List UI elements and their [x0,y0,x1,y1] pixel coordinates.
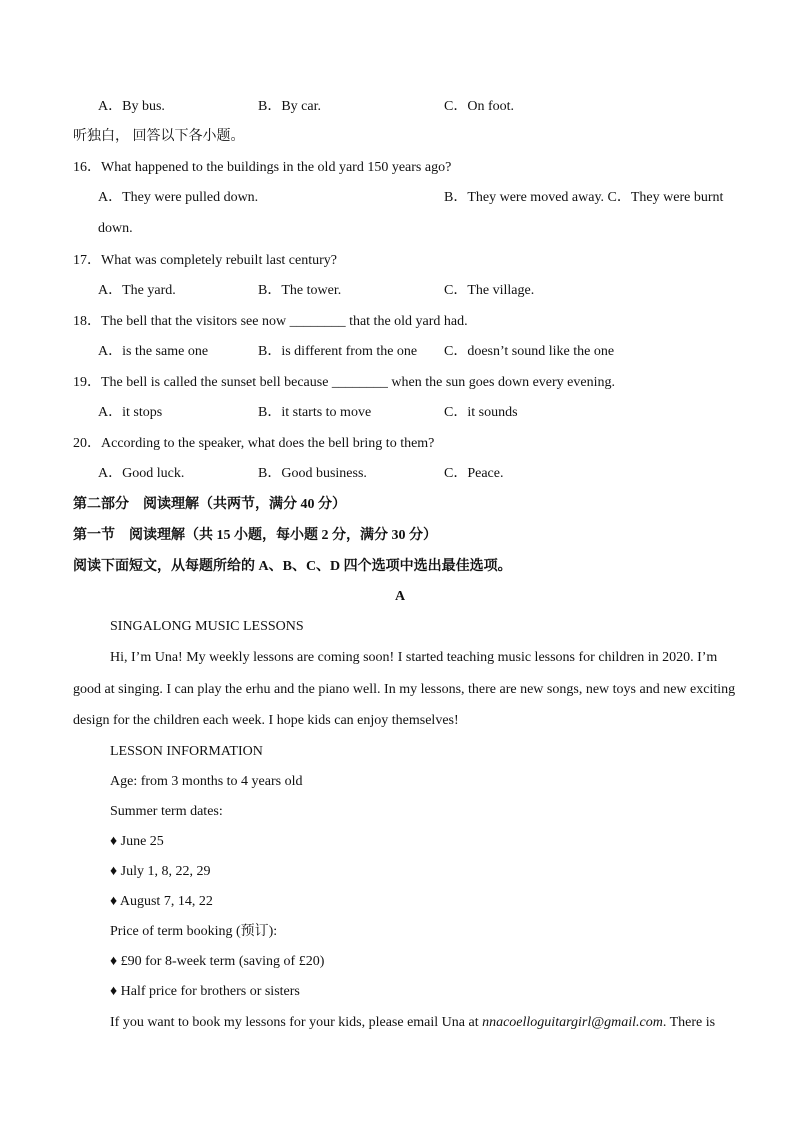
reading-instructions: 阅读下面短文，从每题所给的 A、B、C、D 四个选项中选出最佳选项。 [73,559,512,574]
monologue-intro: 听独白， 回答以下各小题。 [73,129,245,144]
passage-paragraph-line-1: Hi, I’m Una! My weekly lessons are coming soon! I started teaching music lessons for children in 2020. I’m [110,650,718,665]
q20-stem: 20．According to the speaker, what does the bell bring to them? [73,436,435,451]
q18-option-c: C．doesn’t sound like the one [444,344,615,359]
lesson-age: Age: from 3 months to 4 years old [110,774,303,789]
date-item-june: ♦ June 25 [110,834,164,849]
booking-text-suffix: . There is [662,1015,716,1030]
booking-line [110,1014,715,1032]
q17-option-a: A．The yard. [98,283,176,298]
passage-title: SINGALONG MUSIC LESSONS [110,619,304,634]
part2-heading: 第二部分 阅读理解（共两节，满分 40 分） [73,497,346,512]
price-heading: Price of term booking (预订): [110,924,278,939]
q16-stem: 16．What happened to the buildings in the old yard 150 years ago? [73,160,452,175]
q19-option-b: B．it starts to move [258,405,372,420]
q16-option-c-continued: down. [98,221,133,236]
q20-option-c: C．Peace. [444,466,504,481]
booking-text: If you want to book my lessons for your kids, please email Una at [110,1015,483,1030]
q18-option-a: A．is the same one [98,344,209,359]
passage-paragraph-line-3: design for the children each week. I hope kids can enjoy themselves! [73,713,459,728]
q19-stem: 19．The bell is called the sunset bell because ________ when the sun goes down every evening. [73,375,615,390]
q17-option-c: C．The village. [444,283,535,298]
q15-option-c: C．On foot. [444,99,514,114]
q17-stem: 17．What was completely rebuilt last century? [73,253,337,268]
summer-dates-heading: Summer term dates: [110,804,223,819]
email-address: nnacoelloguitargirl@gmail.com [482,1015,663,1030]
price-item-term: ♦ £90 for 8-week term (saving of £20) [110,954,325,969]
date-item-july: ♦ July 1, 8, 22, 29 [110,864,211,879]
q15-option-a: A．By bus. [98,99,165,114]
q19-option-a: A．it stops [98,405,163,420]
q15-option-b: B．By car. [258,99,321,114]
price-item-siblings: ♦ Half price for brothers or sisters [110,984,300,999]
q18-option-b: B．is different from the one [258,344,418,359]
section1-heading: 第一节 阅读理解（共 15 小题，每小题 2 分，满分 30 分） [73,528,437,543]
q20-option-b: B．Good business. [258,466,367,481]
date-item-august: ♦ August 7, 14, 22 [110,894,213,909]
q16-option-a: A．They were pulled down. [98,190,259,205]
q17-option-b: B．The tower. [258,283,342,298]
q18-stem: 18．The bell that the visitors see now ________ that the old yard had. [73,314,468,329]
passage-label: A [394,589,406,604]
q19-option-c: C．it sounds [444,405,518,420]
q16-option-bc: B．They were moved away. C．They were burnt [444,190,724,205]
lesson-info-heading: LESSON INFORMATION [110,744,263,759]
q20-option-a: A．Good luck. [98,466,185,481]
passage-paragraph-line-2: good at singing. I can play the erhu and the piano well. In my lessons, there are new songs, new toys and new exciting [73,682,736,697]
